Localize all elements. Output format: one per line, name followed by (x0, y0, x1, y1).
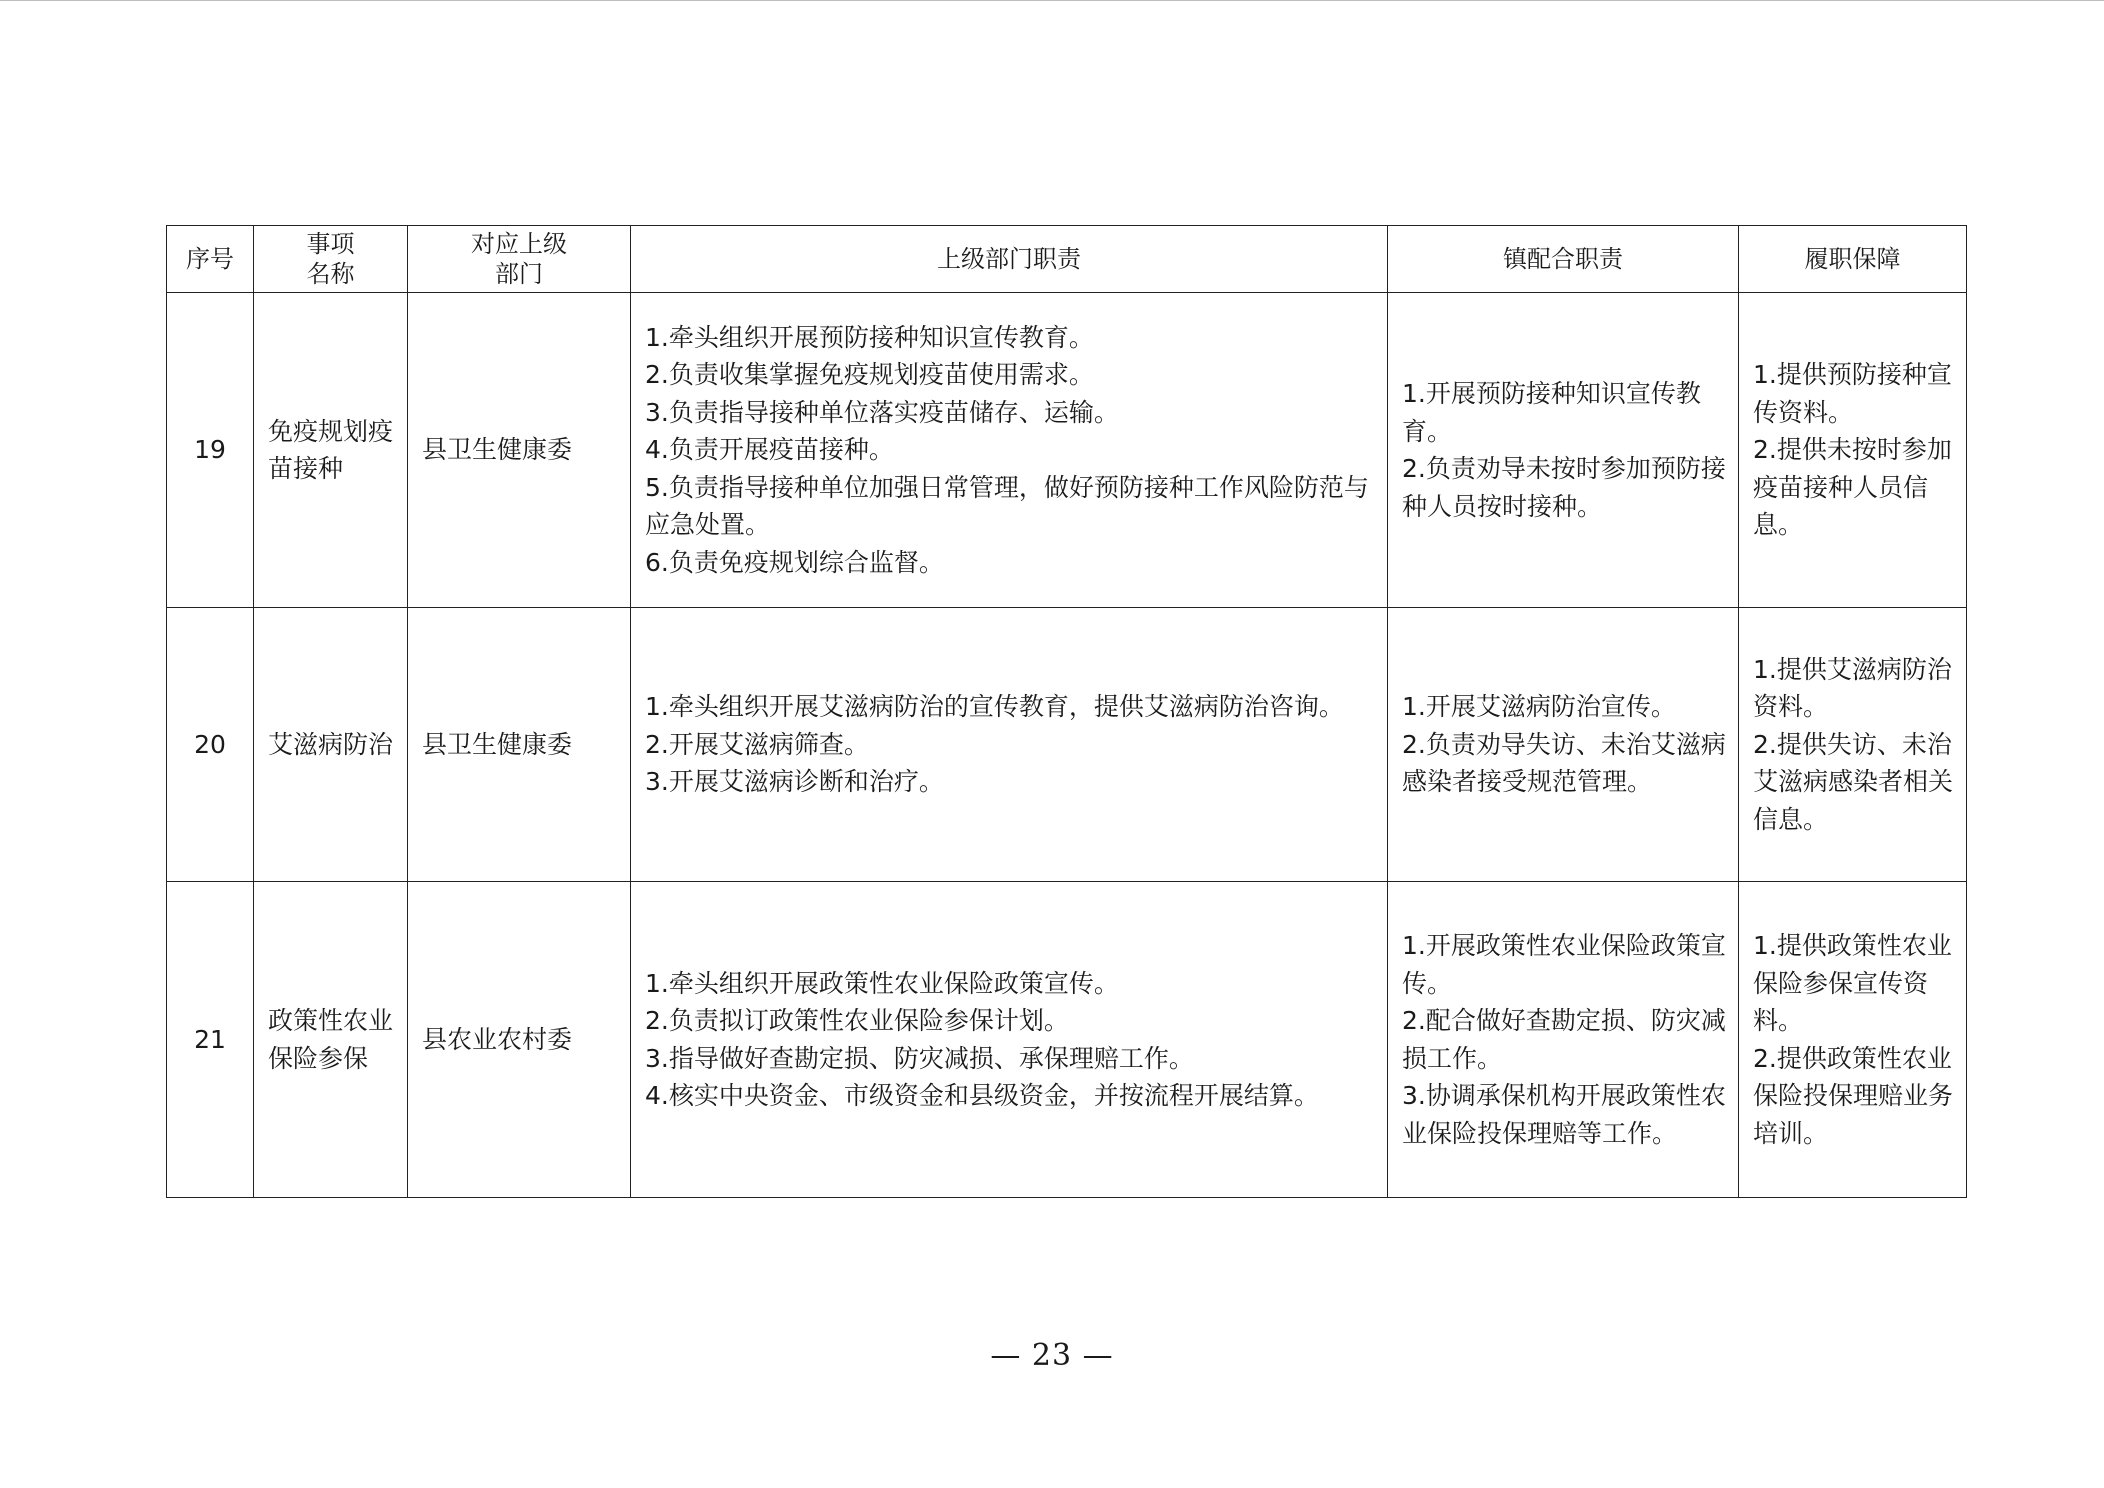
duty-line: 4.负责开展疫苗接种。 (645, 435, 894, 465)
header-seq: 序号 (167, 226, 254, 293)
duty-line: 2.负责拟订政策性农业保险参保计划。 (645, 1006, 1069, 1035)
duty-line: 2.提供未按时参加疫苗接种人员信息。 (1753, 435, 1952, 540)
duty-line: 2.负责劝导未按时参加预防接种人员按时接种。 (1402, 454, 1726, 521)
cell-guarantees (1739, 882, 1967, 1198)
table-row (167, 293, 1967, 608)
duty-line: 1.开展政策性农业保险政策宣传。 (1402, 931, 1726, 998)
duty-line: 3.协调承保机构开展政策性农业保险投保理赔等工作。 (1402, 1081, 1726, 1148)
cell-guarantees (1739, 293, 1967, 608)
cell-item-name: 政策性农业保险参保 (254, 882, 408, 1198)
duty-line: 1.提供预防接种宣传资料。 (1753, 360, 1952, 427)
table-row (167, 882, 1967, 1198)
duty-line: 2.配合做好查勘定损、防灾减损工作。 (1402, 1006, 1726, 1073)
duty-line: 1.牵头组织开展政策性农业保险政策宣传。 (645, 968, 1119, 998)
duty-line: 2.提供失访、未治艾滋病感染者相关信息。 (1753, 729, 1954, 834)
page-top-border (0, 0, 2104, 1)
duty-line: 1.提供政策性农业保险参保宣传资料。 (1753, 931, 1952, 1035)
cell-department: 县农业农村委 (408, 882, 631, 1198)
duty-table (166, 225, 1967, 1198)
cell-department: 县卫生健康委 (408, 608, 631, 882)
duty-line: 6.负责免疫规划综合监督。 (645, 547, 944, 577)
duty-line: 1.提供艾滋病防治资料。 (1753, 654, 1952, 722)
header-town-duties: 镇配合职责 (1388, 226, 1739, 293)
duty-line: 2.提供政策性农业保险投保理赔业务培训。 (1753, 1043, 1954, 1148)
cell-item-name: 艾滋病防治 (254, 608, 408, 882)
cell-seq: 19 (167, 293, 254, 608)
header-department: 对应上级 部门 (408, 226, 631, 293)
cell-town-duties (1388, 293, 1739, 608)
cell-guarantees (1739, 608, 1967, 882)
table-row (167, 608, 1967, 882)
duty-line: 4.核实中央资金、市级资金和县级资金，并按流程开展结算。 (645, 1081, 1319, 1110)
duty-line: 3.负责指导接种单位落实疫苗储存、运输。 (645, 397, 1119, 427)
cell-item-name: 免疫规划疫苗接种 (254, 293, 408, 608)
duty-line: 2.负责收集掌握免疫规划疫苗使用需求。 (645, 360, 1094, 390)
duty-line: 2.负责劝导失访、未治艾滋病感染者接受规范管理。 (1402, 729, 1726, 797)
header-item-name: 事项 名称 (254, 226, 408, 293)
page-number: — 23 — (990, 1338, 1114, 1373)
cell-superior-duties (631, 608, 1388, 882)
cell-department: 县卫生健康委 (408, 293, 631, 608)
cell-town-duties (1388, 608, 1739, 882)
cell-superior-duties (631, 293, 1388, 608)
duty-line: 1.牵头组织开展预防接种知识宣传教育。 (645, 322, 1094, 352)
cell-superior-duties (631, 882, 1388, 1198)
cell-seq: 20 (167, 608, 254, 882)
duty-line: 2.开展艾滋病筛查。 (645, 729, 869, 759)
duty-line: 1.开展预防接种知识宣传教育。 (1402, 379, 1701, 446)
duty-line: 1.牵头组织开展艾滋病防治的宣传教育，提供艾滋病防治咨询。 (645, 692, 1344, 722)
cell-seq: 21 (167, 882, 254, 1198)
header-guarantees: 履职保障 (1739, 226, 1967, 293)
cell-town-duties (1388, 882, 1739, 1198)
header-superior-duties: 上级部门职责 (631, 226, 1388, 293)
duty-line: 1.开展艾滋病防治宣传。 (1402, 692, 1676, 722)
table-header-row (167, 226, 1967, 293)
duty-line: 5.负责指导接种单位加强日常管理，做好预防接种工作风险防范与应急处置。 (645, 472, 1369, 540)
duty-line: 3.指导做好查勘定损、防灾减损、承保理赔工作。 (645, 1043, 1194, 1073)
duty-line: 3.开展艾滋病诊断和治疗。 (645, 767, 944, 797)
